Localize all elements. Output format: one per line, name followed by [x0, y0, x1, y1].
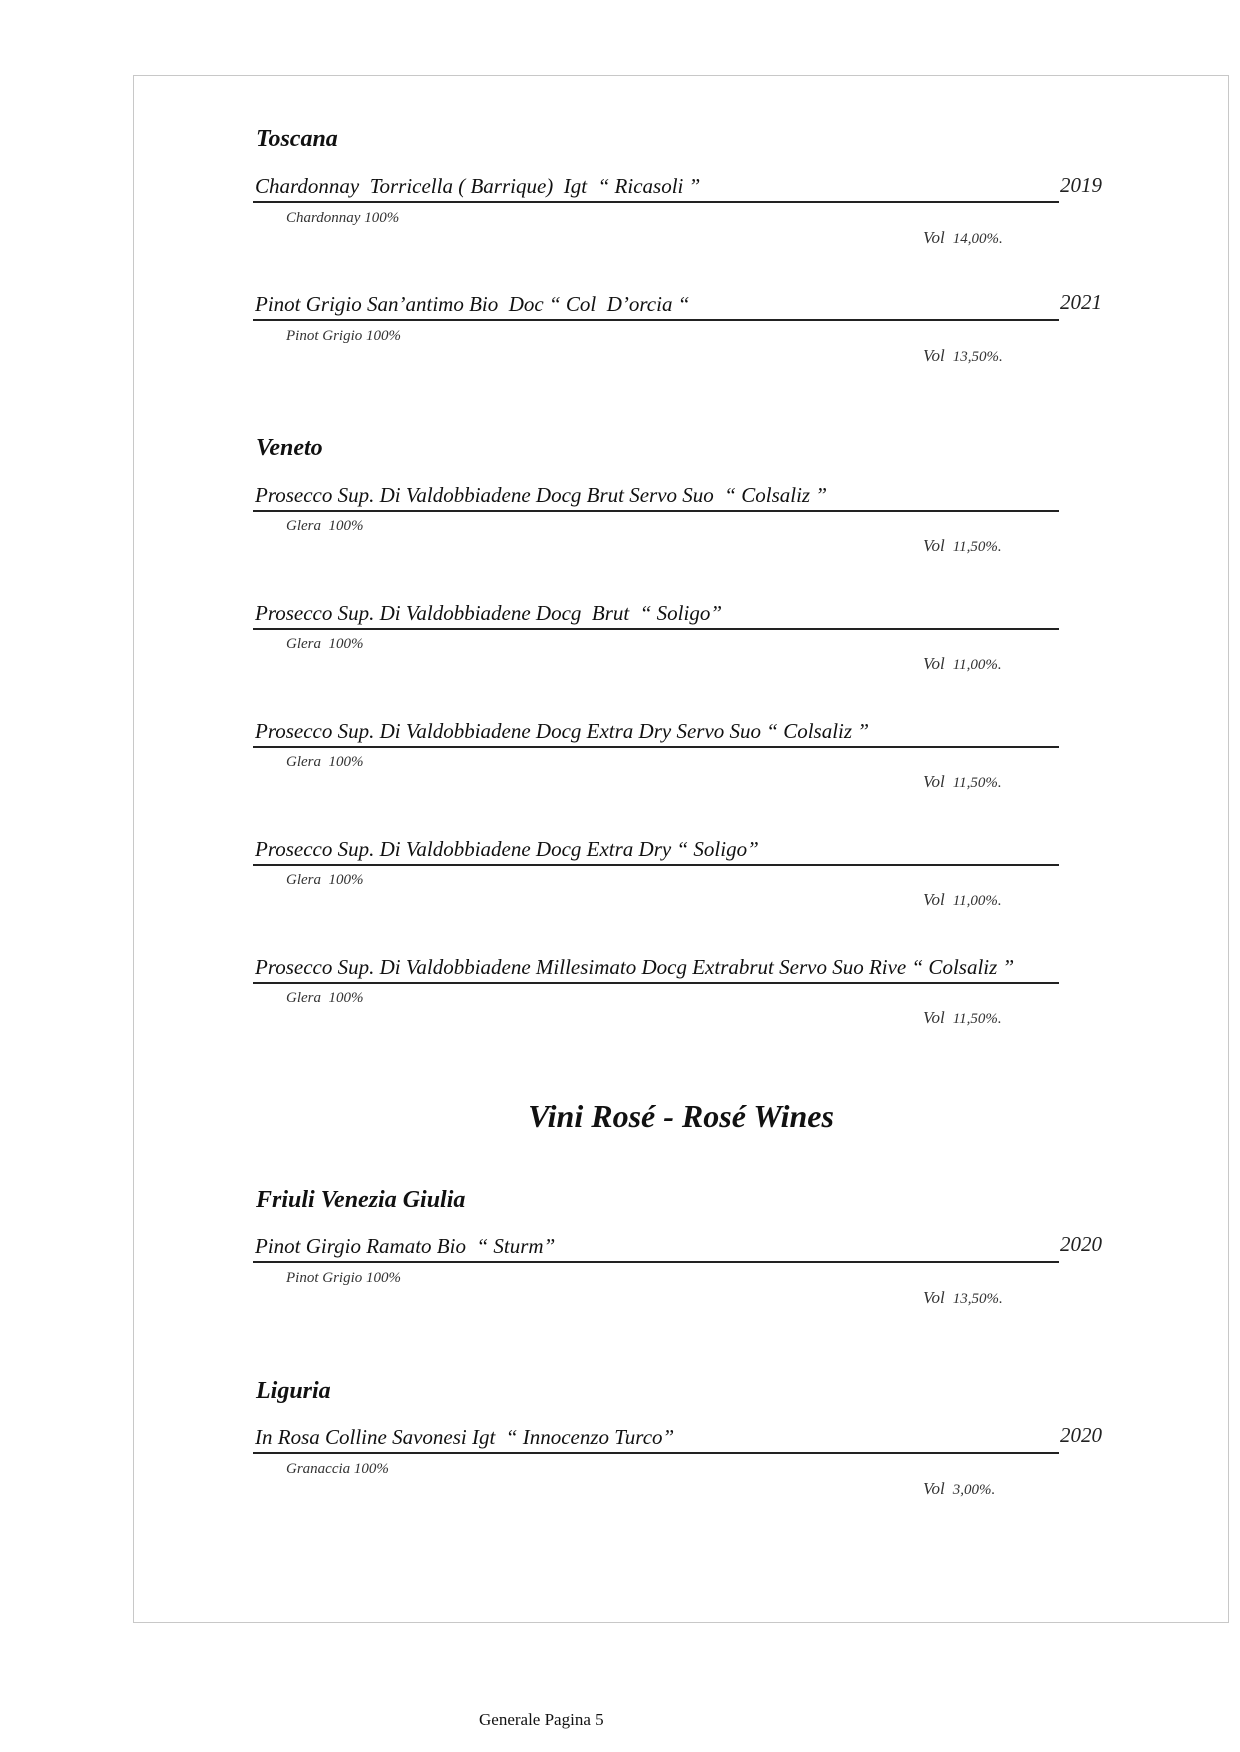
- vol-label: Vol: [923, 228, 945, 247]
- vol-value: 13,50%.: [952, 1291, 1003, 1307]
- wine-line: [253, 473, 1059, 512]
- grape-variety: Pinot Grigio 100%: [286, 328, 401, 344]
- wine-year: 2019: [1060, 173, 1102, 197]
- wine-line: [253, 282, 1059, 321]
- region-heading-veneto: Veneto: [256, 435, 323, 461]
- vol-value: 14,00%.: [952, 231, 1003, 247]
- wine-year: 2020: [1060, 1423, 1102, 1447]
- wine-line: [253, 164, 1059, 203]
- vol-value: 11,50%.: [952, 775, 1002, 791]
- grape-variety: Pinot Grigio 100%: [286, 1270, 401, 1286]
- wine-line: [253, 1415, 1059, 1454]
- vol-label: Vol: [923, 772, 945, 791]
- wine-name: Pinot Grigio San’antimo Bio Doc “ Col D’orcia “: [255, 292, 690, 316]
- grape-variety: Chardonnay 100%: [286, 210, 400, 226]
- page-footer: Generale Pagina 5: [479, 1710, 604, 1729]
- wine-name: Pinot Girgio Ramato Bio “ Sturm”: [255, 1234, 556, 1258]
- vol-value: 11,50%.: [952, 1011, 1002, 1027]
- vol-label: Vol: [923, 346, 945, 365]
- vol-value: 11,50%.: [952, 539, 1002, 555]
- wine-name: Prosecco Sup. Di Valdobbiadene Docg Brut Servo Suo “ Colsaliz ”: [255, 483, 828, 507]
- region-heading-toscana: Toscana: [256, 126, 338, 152]
- wine-year: 2021: [1060, 290, 1102, 314]
- wine-name: In Rosa Colline Savonesi Igt “ Innocenzo Turco”: [255, 1425, 675, 1449]
- grape-variety: Glera 100%: [286, 872, 364, 888]
- vol-label: Vol: [923, 890, 945, 909]
- region-heading-liguria: Liguria: [256, 1378, 331, 1404]
- alcohol-volume: [915, 636, 1002, 674]
- grape-variety: Granaccia 100%: [286, 1461, 389, 1477]
- alcohol-volume: [915, 210, 1003, 248]
- wine-line: [253, 709, 1059, 748]
- alcohol-volume: [915, 518, 1002, 556]
- grape-variety: Glera 100%: [286, 990, 364, 1006]
- alcohol-volume: [915, 754, 1002, 792]
- wine-line: [253, 827, 1059, 866]
- region-heading-friuli: Friuli Venezia Giulia: [256, 1187, 466, 1213]
- vol-label: Vol: [923, 1479, 945, 1498]
- vol-value: 11,00%.: [952, 893, 1002, 909]
- vol-label: Vol: [923, 654, 945, 673]
- wine-line: [253, 591, 1059, 630]
- wine-name: Chardonnay Torricella ( Barrique) Igt “ Ricasoli ”: [255, 174, 701, 198]
- wine-name: Prosecco Sup. Di Valdobbiadene Millesimato Docg Extrabrut Servo Suo Rive “ Colsaliz ”: [255, 955, 1015, 979]
- grape-variety: Glera 100%: [286, 754, 364, 770]
- alcohol-volume: [915, 872, 1002, 910]
- alcohol-volume: [915, 328, 1003, 366]
- wine-name: Prosecco Sup. Di Valdobbiadene Docg Brut “ Soligo”: [255, 601, 723, 625]
- wine-line: [253, 1224, 1059, 1263]
- alcohol-volume: [915, 1270, 1003, 1308]
- alcohol-volume: [915, 990, 1002, 1028]
- grape-variety: Glera 100%: [286, 636, 364, 652]
- vol-label: Vol: [923, 536, 945, 555]
- vol-label: Vol: [923, 1008, 945, 1027]
- vol-value: 13,50%.: [952, 349, 1003, 365]
- wine-name: Prosecco Sup. Di Valdobbiadene Docg Extra Dry “ Soligo”: [255, 837, 759, 861]
- wine-name: Prosecco Sup. Di Valdobbiadene Docg Extra Dry Servo Suo “ Colsaliz ”: [255, 719, 869, 743]
- vol-value: 3,00%.: [952, 1482, 996, 1498]
- section-title: Vini Rosé - Rosé Wines: [528, 1098, 834, 1134]
- vol-value: 11,00%.: [952, 657, 1002, 673]
- wine-year: 2020: [1060, 1232, 1102, 1256]
- wine-line: [253, 945, 1059, 984]
- grape-variety: Glera 100%: [286, 518, 364, 534]
- alcohol-volume: [915, 1461, 995, 1499]
- vol-label: Vol: [923, 1288, 945, 1307]
